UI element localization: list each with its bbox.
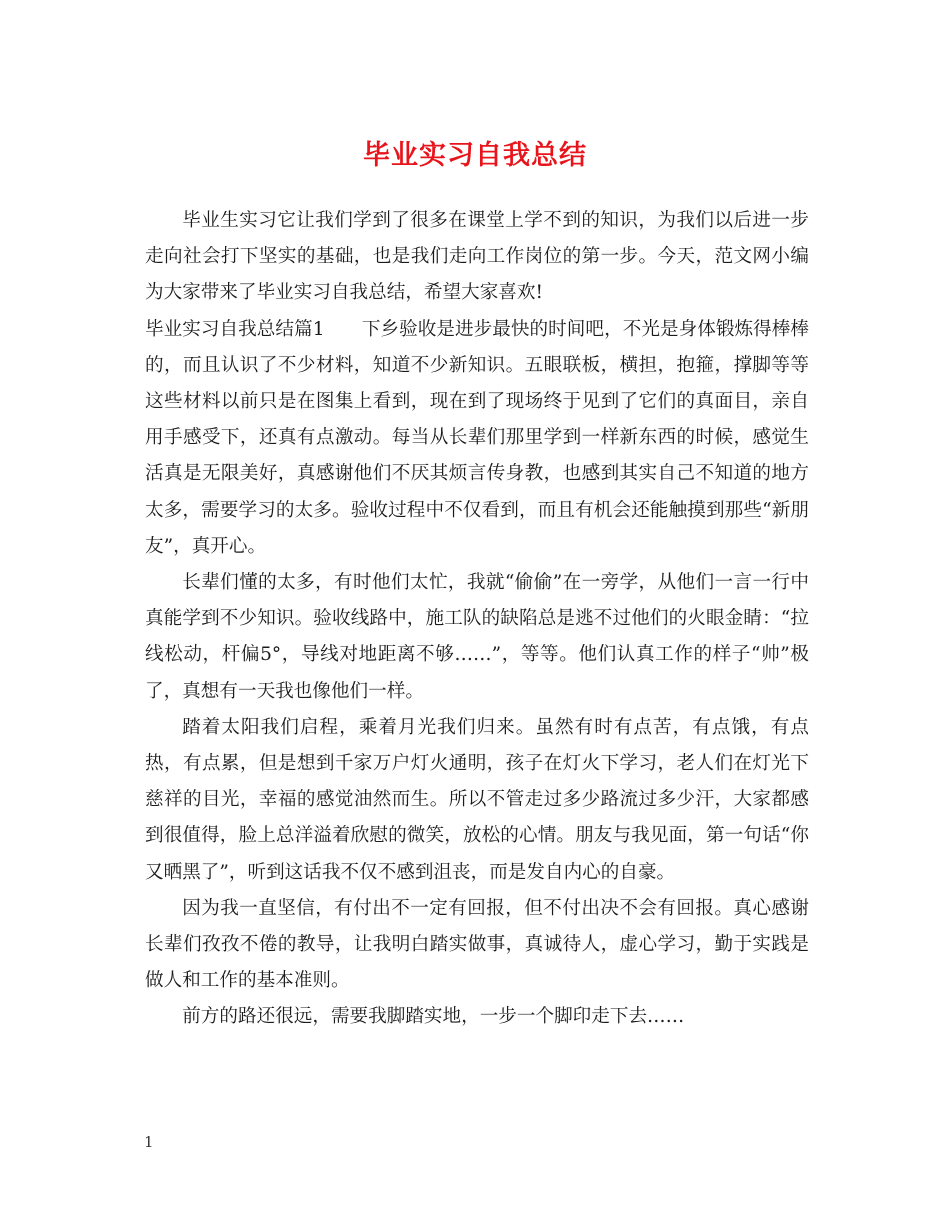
paragraph-section-1: 毕业实习自我总结篇1 下乡验收是进步最快的时间吧，不光是身体锻炼得棒棒的，而且认识了不少材料，知道不少新知识。五眼联板，横担，抱箍，撑脚等等这些材料以前只是在图集上看到，现在到了现场终于见到了它们的真面目，亲自用手感受下，还真有点激动。每当从长辈们那里学到一样新东西的时候，感觉生活真是无限美好，真感谢他们不厌其烦言传身教，也感到其实自己不知道的地方太多，需要学习的太多。验收过程中不仅看到，而且有机会还能触摸到那些“新朋友”，真开心。 xyxy=(145,318,809,557)
paragraph-sun-moon: 踏着太阳我们启程，乘着月光我们归来。虽然有时有点苦，有点饿，有点热，有点累，但是想到千家万户灯火通明，孩子在灯火下学习，老人们在灯光下慈祥的目光，幸福的感觉油然而生。所以不管走过多少路流过多少汗，大家都感到很值得，脸上总洋溢着欣慰的微笑，放松的心情。朋友与我见面，第一句话“你又晒黑了”，听到这话我不仅不感到沮丧，而是发自内心的自豪。 xyxy=(145,716,809,883)
document-body xyxy=(145,203,809,1036)
paragraph-elders: 长辈们懂的太多，有时他们太忙，我就“偷偷”在一旁学，从他们一言一行中真能学到不少知识。验收线路中，施工队的缺陷总是逃不过他们的火眼金睛：“拉线松动，杆偏5°，导线对地距离不够……”，等等。他们认真工作的样子“帅”极了，真想有一天我也像他们一样。 xyxy=(145,572,809,702)
paragraph-closing: 前方的路还很远，需要我脚踏实地，一步一个脚印走下去…… xyxy=(182,1006,685,1028)
paragraph-intro: 毕业生实习它让我们学到了很多在课堂上学不到的知识，为我们以后进一步走向社会打下坚实的基础，也是我们走向工作岗位的第一步。今天，范文网小编为大家带来了毕业实习自我总结，希望大家喜欢! xyxy=(145,210,809,304)
page-number: 1 xyxy=(144,1133,154,1151)
page-title: 毕业实习自我总结 xyxy=(363,140,587,171)
paragraph-belief: 因为我一直坚信，有付出不一定有回报，但不付出决不会有回报。真心感谢长辈们孜孜不倦的教导，让我明白踏实做事，真诚待人，虚心学习，勤于实践是做人和工作的基本准则。 xyxy=(145,897,809,992)
